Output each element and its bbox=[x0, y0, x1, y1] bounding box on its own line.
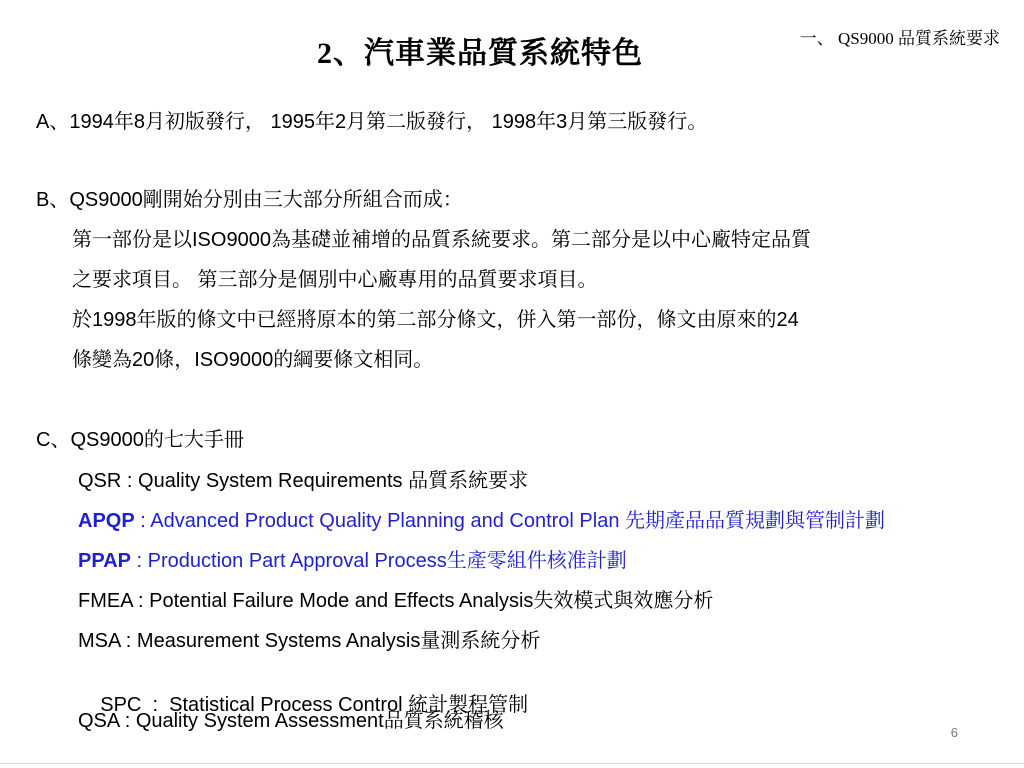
manual-name: Advanced Product Quality Planning and Control Plan bbox=[150, 510, 626, 532]
manual-name: Quality System Requirements bbox=[138, 470, 409, 492]
page-number: 6 bbox=[950, 725, 958, 740]
section-c-heading: C、QS9000的七大手冊 bbox=[36, 429, 244, 451]
manual-item-qsr bbox=[78, 468, 528, 493]
manual-zh-name: 統計製程管制 bbox=[408, 692, 529, 716]
manual-zh-name: 品質系統要求 bbox=[408, 468, 529, 492]
manual-name: Potential Failure Mode and Effects Analysis bbox=[149, 590, 534, 612]
manual-separator: : bbox=[134, 510, 151, 532]
slide-title: 2、汽車業品質系統特色 bbox=[317, 37, 643, 70]
bottom-divider bbox=[0, 763, 1024, 764]
manual-zh-name: 生產零組件核准計劃 bbox=[446, 548, 627, 572]
manual-name: Measurement Systems Analysis bbox=[136, 630, 421, 652]
manual-item-msa bbox=[78, 628, 540, 653]
section-b-line-4: 條變為20條，ISO9000的綱要條文相同。 bbox=[72, 349, 434, 371]
manual-separator: : bbox=[120, 630, 137, 652]
manual-item-apqp bbox=[78, 508, 885, 533]
manual-zh-name: 失效模式與效應分析 bbox=[533, 588, 714, 612]
manual-name: Statistical Process Control bbox=[169, 694, 409, 716]
section-b-line-1: 第一部份是以ISO9000為基礎並補增的品質系統要求。第二部分是以中心廠特定品質 bbox=[72, 229, 811, 251]
manual-separator: : bbox=[132, 590, 150, 612]
manual-item-ppap bbox=[78, 548, 627, 573]
manual-abbr: QSR bbox=[78, 470, 122, 492]
manual-zh-name: 先期產品品質規劃與管制計劃 bbox=[625, 508, 886, 532]
manual-name: Production Part Approval Process bbox=[147, 550, 447, 572]
section-b-line-3: 於1998年版的條文中已經將原本的第二部分條文，併入第一部份，條文由原來的24 bbox=[72, 309, 799, 331]
manual-separator: : bbox=[119, 710, 136, 732]
section-b-heading: B、QS9000剛開始分別由三大部分所組合而成： bbox=[36, 189, 463, 211]
manual-separator: : bbox=[141, 694, 170, 716]
manual-name: Quality System Assessment bbox=[135, 710, 384, 732]
manual-abbr: MSA bbox=[78, 630, 121, 652]
manual-abbr: FMEA bbox=[78, 590, 133, 612]
manual-abbr: SPC bbox=[100, 694, 142, 716]
manual-separator: : bbox=[121, 470, 139, 492]
manual-item-fmea bbox=[78, 588, 713, 613]
manual-separator: : bbox=[130, 550, 148, 572]
manual-abbr: APQP bbox=[78, 510, 135, 532]
manual-zh-name: 品質系統稽核 bbox=[383, 708, 504, 732]
manual-item-qsa bbox=[78, 708, 504, 733]
manual-zh-name: 量測系統分析 bbox=[420, 628, 541, 652]
section-label: 一、 QS9000 品質系統要求 bbox=[799, 29, 1000, 48]
section-a-text: A、1994年8月初版發行， 1995年2月第二版發行， 1998年3月第三版發行。 bbox=[36, 111, 708, 133]
manual-abbr: PPAP bbox=[78, 550, 131, 572]
manual-abbr: QSA bbox=[78, 710, 120, 732]
section-b-line-2: 之要求項目。 第三部分是個別中心廠專用的品質要求項目。 bbox=[72, 269, 598, 291]
